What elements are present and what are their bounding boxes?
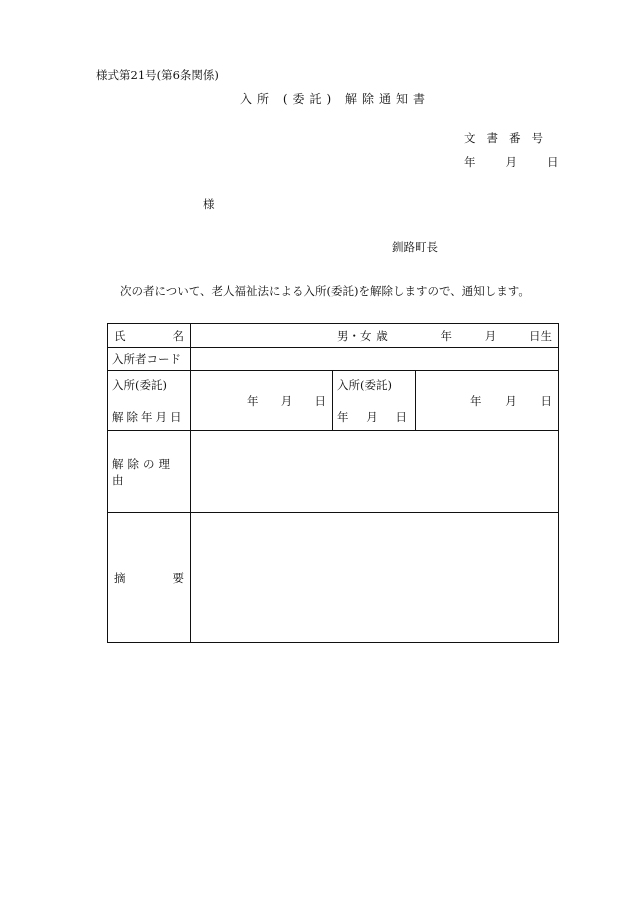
admit-label: 入所(委託) [337,377,392,392]
birth-year-label: 年 [440,328,452,343]
issue-date-year: 年 [464,155,476,169]
release-label-1: 入所(委託) [112,377,167,392]
issue-date-day: 日 [547,155,559,169]
birth-month-label: 月 [484,328,497,343]
summary-value-cell[interactable] [191,513,559,643]
name-label-cell [108,324,191,348]
age-label: 歳 [376,328,388,343]
release-year-label: 年 [247,393,259,408]
name-value-cell[interactable] [191,324,559,348]
summary-label-2: 要 [172,570,184,585]
release-label-2: 解除年月日 [112,409,185,424]
admit-month-label: 月 [366,409,378,424]
code-label: 入所者コード [112,352,181,366]
notice-body-text: 次の者について、老人福祉法による入所(委託)を解除しますので、通知します。 [120,284,530,298]
summary-label-1: 摘 [114,570,126,585]
admit-date-cell[interactable] [333,371,416,431]
addressee-suffix: 様 [203,197,215,211]
release-date-value-cell[interactable] [191,371,333,431]
table-row-dates [108,371,559,431]
issuer: 釧路町長 [392,240,438,254]
sex-field: 男・女 [337,328,372,343]
code-label-cell [108,348,191,371]
reason-label: 解除の理由 [112,456,174,487]
table-row-code [108,348,559,371]
reason-label-cell [108,431,191,513]
table-row-name [108,324,559,348]
release-date-label-cell [108,371,191,431]
table-row-reason [108,431,559,513]
name-label-2: 名 [172,328,184,343]
release-day-label: 日 [314,393,326,408]
right-day-label: 日 [540,393,552,408]
right-date-value-cell[interactable] [416,371,559,431]
release-month-label: 月 [280,393,293,408]
admit-day-label: 日 [395,409,407,424]
issue-date [464,157,559,169]
form-number: 様式第21号(第6条関係) [96,68,219,82]
release-notice-table [107,323,559,643]
reason-value-cell[interactable] [191,431,559,513]
admit-year-label: 年 [337,409,349,424]
right-year-label: 年 [470,393,482,408]
summary-label-cell [108,513,191,643]
document-title: 入所 (委託) 解除通知書 [240,92,430,106]
right-month-label: 月 [505,393,517,408]
table-row-summary [108,513,559,643]
document-number-label: 文書番号 [464,131,554,145]
code-value-cell[interactable] [191,348,559,371]
issue-date-month: 月 [505,155,517,169]
birth-day-label: 日生 [529,328,552,343]
name-label-1: 氏 [114,328,126,343]
